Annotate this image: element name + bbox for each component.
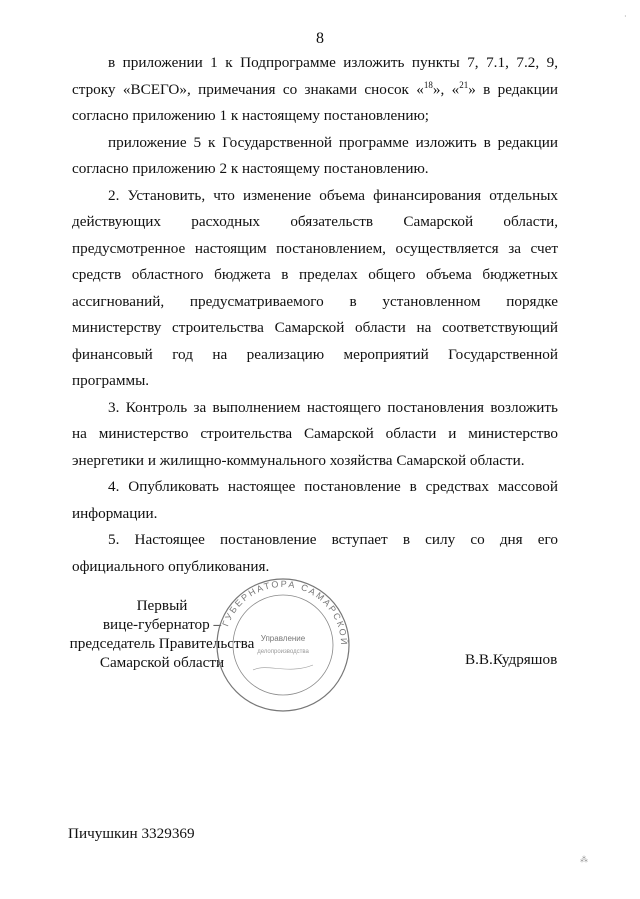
- paragraph-text: в приложении 1 к Подпрограмме изложить пункты 7, 7.1, 7.2, 9, строку «ВСЕГО», примечания со знаками сносок «: [72, 54, 558, 98]
- document-body: [72, 50, 558, 580]
- signatory-title-line: вице-губернатор –: [102, 616, 222, 633]
- official-seal-stamp: [213, 575, 353, 715]
- signatory-title-line: председатель Правительства: [69, 635, 255, 652]
- page-number: 8: [316, 30, 324, 47]
- signatory-title-line: Самарской области: [99, 654, 225, 671]
- seal-outer-text: ГУБЕРНАТОРА САМАРСКОЙ: [220, 578, 350, 647]
- paragraph-item-4: 4. Опубликовать настоящее постановление в средствах массовой информации.: [72, 478, 558, 522]
- scan-speck: ·: [624, 12, 627, 21]
- seal-inner-text: Управление: [260, 634, 306, 643]
- executor-contact: Пичушкин 3329369: [68, 825, 195, 842]
- paragraph-item-2: 2. Установить, что изменение объема финансирования отдельных действующих расходных обязательств Самарской области, предусмотренное настоящим постановлением, осуществляется за счет средств областного бюджета в пределах общего объема бюджетных ассигнований, предусматриваемого в установленном порядке министерству строительства Самарской области на соответствующий финансовый год на реализацию мероприятий Государственной программы.: [72, 186, 558, 389]
- signatory-title-line: Первый: [136, 597, 188, 614]
- paragraph-appendix-5: приложение 5 к Государственной программе изложить в редакции согласно приложению 2 к настоящему постановлению.: [72, 133, 558, 177]
- paragraph-item-5: 5. Настоящее постановление вступает в силу со дня его официального опубликования.: [72, 531, 558, 575]
- paragraph-appendix-1: [72, 50, 558, 130]
- scan-speck: ⁂: [580, 855, 588, 864]
- paragraph-text: » в редакции согласно приложению 1 к настоящему постановлению;: [72, 80, 558, 124]
- seal-inner-text-2: делопроизводства: [257, 649, 309, 655]
- paragraph-item-3: 3. Контроль за выполнением настоящего постановления возложить на министерство строительства Самарской области и министерство энергетики и жилищно-коммунального хозяйства Самарской области.: [72, 398, 558, 469]
- footnote-mark: 21: [459, 79, 469, 90]
- footnote-mark: 18: [423, 79, 433, 90]
- signatory-name: В.В.Кудряшов: [465, 651, 558, 668]
- paragraph-text: », «: [432, 80, 460, 98]
